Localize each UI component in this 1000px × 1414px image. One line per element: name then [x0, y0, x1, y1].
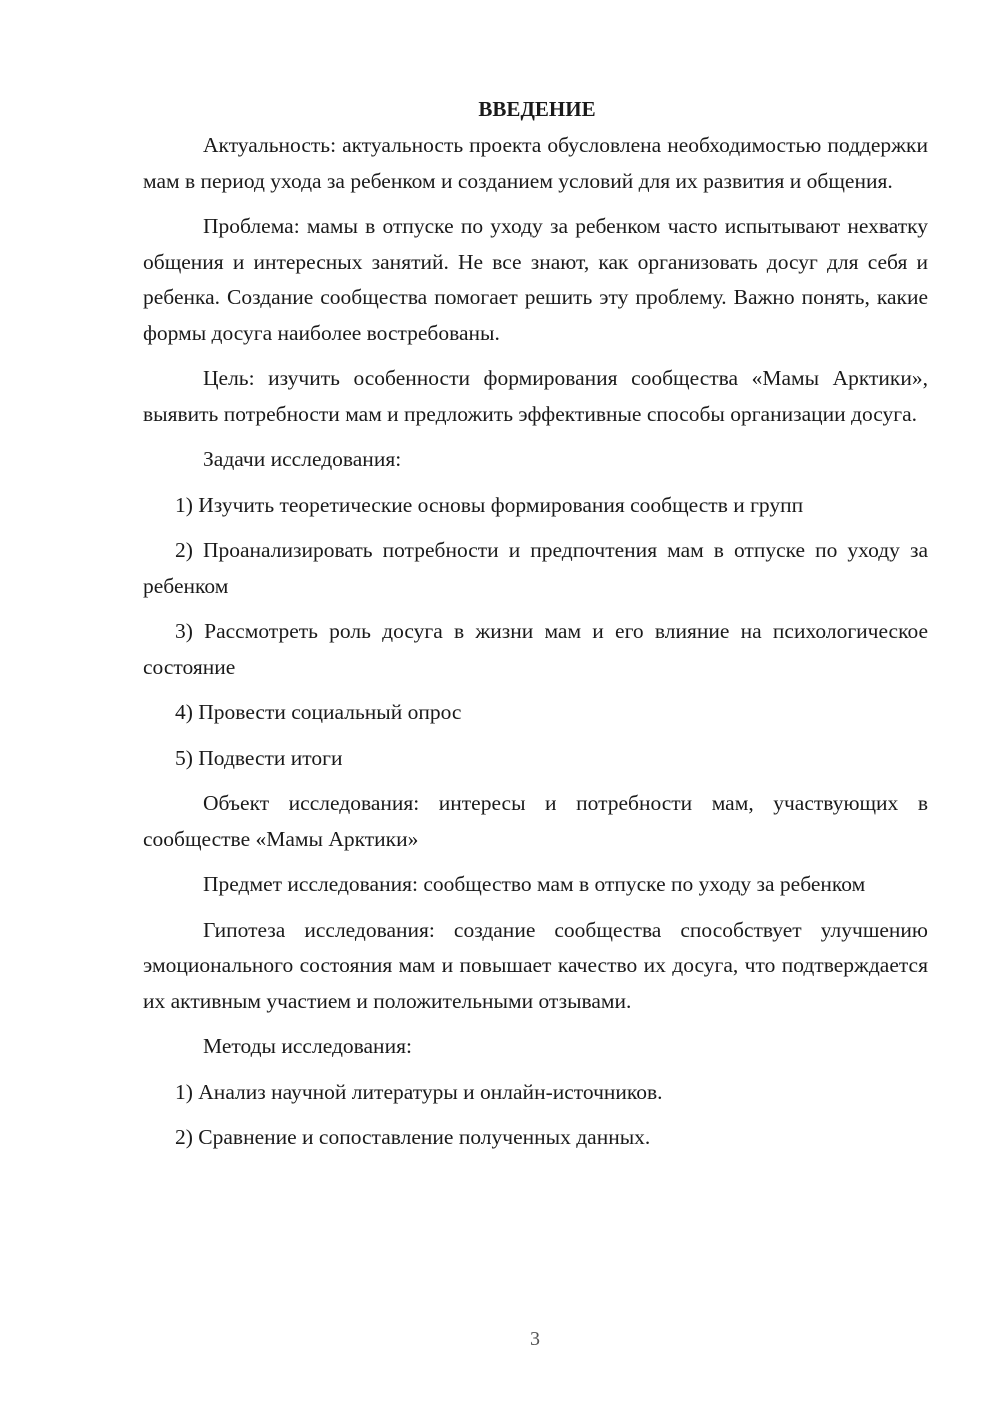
method-item-2: 2) Сравнение и сопоставление полученных данных. — [175, 1125, 651, 1149]
document-page — [143, 92, 928, 1166]
task-item-3: 3) Рассмотреть роль досуга в жизни мам и его влияние на психологическое состояние — [143, 619, 928, 679]
goal-paragraph: Цель: изучить особенности формирования сообщества «Мамы Арктики», выявить потребности мам и предложить эффективные способы организации досуга. — [143, 366, 928, 426]
method-item-1: 1) Анализ научной литературы и онлайн-источников. — [175, 1079, 663, 1104]
hypothesis-paragraph: Гипотеза исследования: создание сообщества способствует улучшению эмоционального состояния мам и повышает качество их досуга, что подтверждается их активным участием и положительными отзывами. — [143, 917, 928, 1013]
task-item-4: 4) Провести социальный опрос — [175, 700, 462, 724]
problem-paragraph: Проблема: мамы в отпуске по уходу за ребенком часто испытывают нехватку общения и интересных занятий. Не все знают, как организовать досуг для себя и ребенка. Создание сообщества помогает решить эту проблему. Важно понять, какие формы досуга наиболее востребованы. — [143, 214, 928, 345]
section-heading: ВВЕДЕНИЕ — [478, 97, 596, 121]
task-item-5: 5) Подвести итоги — [175, 745, 343, 770]
tasks-title: Задачи исследования: — [203, 447, 402, 471]
subject-paragraph: Предмет исследования: сообщество мам в отпуске по уходу за ребенком — [203, 872, 866, 896]
methods-title: Методы исследования: — [203, 1034, 412, 1058]
task-item-1: 1) Изучить теоретические основы формирования сообществ и групп — [175, 492, 804, 517]
task-item-2: 2) Проанализировать потребности и предпочтения мам в отпуске по уходу за ребенком — [143, 538, 928, 598]
object-paragraph: Объект исследования: интересы и потребности мам, участвующих в сообществе «Мамы Арктики» — [143, 791, 928, 851]
relevance-paragraph: Актуальность: актуальность проекта обусловлена необходимостью поддержки мам в период ухода за ребенком и созданием условий для их развития и общения. — [143, 133, 928, 193]
page-number: 3 — [530, 1328, 540, 1350]
